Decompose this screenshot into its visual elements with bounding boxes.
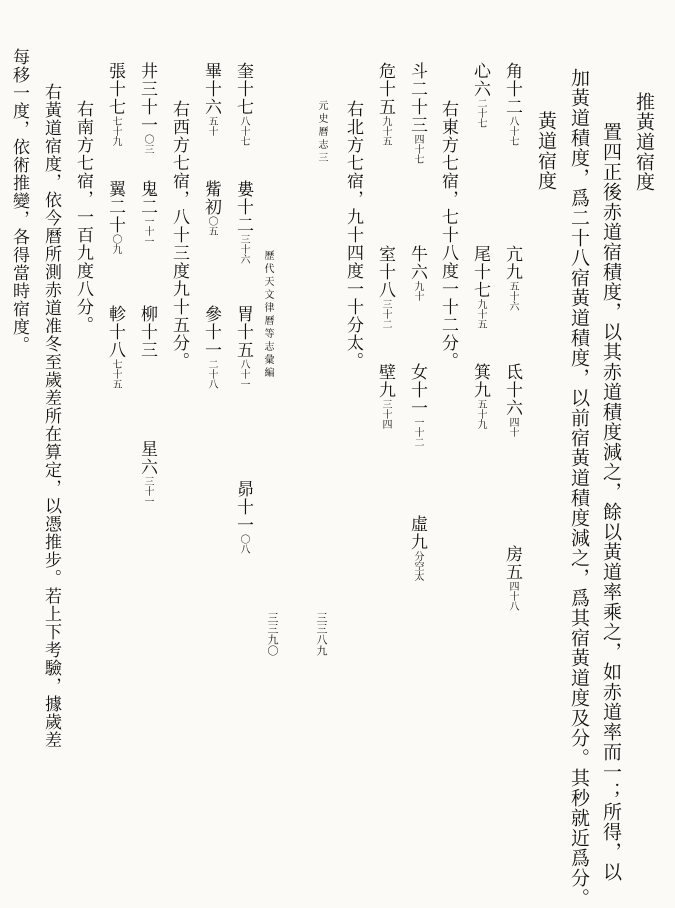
intro-line-2: 加黃道積度，爲二十八宿黃道積度，以前宿黃道積度減之，爲其宿黃道度及分。其秒就近爲分。 (568, 68, 590, 908)
star-liu: 柳十三 (137, 305, 157, 359)
star-yi: 翼二十〇九 (105, 180, 125, 254)
north-total: 右北方七宿，九十四度一十分太。 (343, 100, 363, 370)
star-xin: 心六二十七 (470, 62, 490, 128)
table-heading: 黃道宿度 (535, 111, 557, 191)
star-wei-west: 胃十五八十一 (233, 305, 253, 389)
star-gui: 鬼二一十一 (137, 180, 157, 246)
star-kang: 亢九五十六 (502, 245, 522, 311)
star-xu: 虛九分空太 (407, 515, 427, 581)
west-total: 右西方七宿，八十三度九十五分。 (169, 100, 189, 370)
star-mao: 昴十一〇八 (233, 480, 253, 554)
star-fang: 房五四十八 (502, 545, 522, 611)
star-lou: 婁十二三十六 (233, 180, 253, 264)
east-total: 右東方七宿，七十八度一十二分。 (438, 100, 458, 370)
star-shi: 室十八三十二 (375, 245, 395, 329)
star-kui: 奎十七八十七 (233, 62, 253, 146)
south-total: 右南方七宿，一百九度八分。 (73, 100, 93, 334)
star-bi-west: 畢十六五十 (201, 62, 221, 136)
star-niu: 牛六九十 (407, 245, 427, 301)
star-shen: 參十一二十八 (201, 305, 221, 389)
star-zhen: 軫十八七十五 (105, 305, 125, 389)
page-number-right: 三三八九 (315, 612, 328, 656)
section-title: 推黃道宿度 (633, 92, 655, 192)
star-di: 氐十六四十 (502, 363, 522, 437)
page-number-left: 三三九〇 (266, 612, 279, 656)
star-nu: 女十一一十二 (407, 363, 427, 447)
star-ji: 箕九五十九 (470, 363, 490, 429)
running-header-right: 元史曆志三 (316, 100, 327, 165)
star-bi-north: 壁九三十四 (375, 363, 395, 429)
closing-line-2: 每移一度，依術推變，各得當時宿度。 (9, 48, 29, 354)
closing-line-1: 右黃道宿度，依今曆所測赤道准冬至歲差所在算定，以憑推步。若上下考驗，據歲差 (41, 83, 61, 749)
star-xing: 星六三十一 (137, 440, 157, 506)
star-jiao: 角十二八十七 (502, 62, 522, 146)
running-header-left: 歷代天文律曆等志彙編 (262, 250, 273, 380)
star-dou: 斗二十三四十七 (407, 62, 427, 164)
intro-line-1: 置四正後赤道宿積度，以其赤道積度減之，餘以黃道率乘之，如赤道率而一；所得，以 (600, 122, 622, 882)
star-zhang: 張十七七十九 (105, 62, 125, 146)
star-zi: 觜初〇五 (201, 180, 221, 236)
star-jing: 井三十一〇三 (137, 62, 157, 154)
star-wei-east: 尾十七九十五 (470, 245, 490, 329)
star-wei-north: 危十五九十五 (375, 62, 395, 146)
